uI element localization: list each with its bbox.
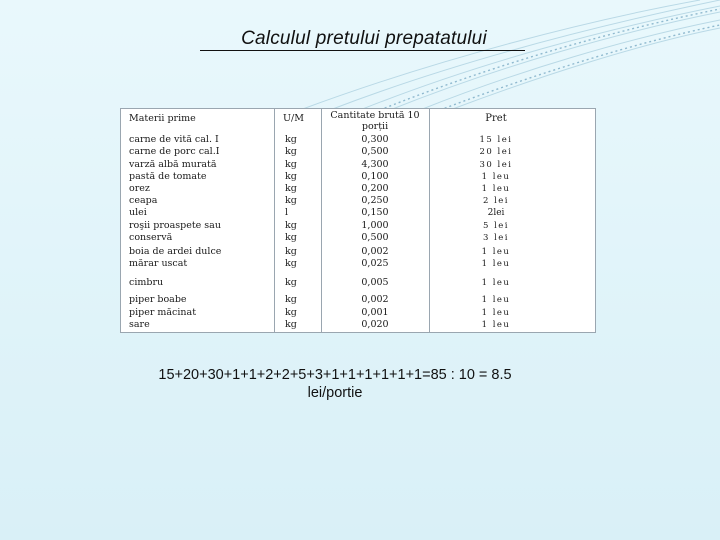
table-row-quantity: 1,000	[361, 220, 389, 231]
table-row-quantity: 0,250	[361, 195, 389, 206]
formula-line-1: 15+20+30+1+1+2+2+5+3+1+1+1+1+1+1=85 : 10 = 8.5	[158, 367, 512, 383]
table-row-quantity: 0,020	[361, 319, 389, 330]
header-price: Pret	[485, 113, 507, 124]
price-table	[120, 108, 596, 333]
table-row-price: 3 lei	[482, 233, 510, 243]
table-row-price: 1 leu	[481, 247, 511, 257]
table-row-name: carne de porc cal.I	[129, 146, 220, 157]
table-row-unit: kg	[285, 146, 297, 157]
table-row-quantity: 0,002	[361, 246, 389, 257]
table-row-quantity: 0,500	[361, 232, 389, 243]
table-row-unit: kg	[285, 220, 297, 231]
table-row-quantity: 0,300	[361, 134, 389, 145]
table-row-price: 5 lei	[482, 221, 510, 231]
table-row-name: piper boabe	[129, 294, 187, 305]
table-row-price: 1 leu	[481, 308, 511, 318]
table-row-name: ceapa	[129, 195, 158, 206]
table-row-quantity: 0,025	[361, 258, 389, 269]
table-row-name: cimbru	[129, 277, 164, 288]
table-row-name: carne de vită cal. I	[129, 134, 219, 145]
table-row-price: 1 leu	[481, 259, 511, 269]
table-row-price: 1 leu	[481, 172, 511, 182]
header-quantity: Cantitate brută 10 porții	[330, 110, 420, 132]
table-row-name: orez	[129, 183, 150, 194]
table-row-quantity: 0,002	[361, 294, 389, 305]
table-row-price: 2lei	[487, 208, 505, 218]
column-divider	[274, 109, 275, 332]
header-materials: Materii prime	[129, 113, 196, 124]
table-row-quantity: 4,300	[361, 159, 389, 170]
table-row-name: boia de ardei dulce	[129, 246, 222, 257]
table-row-unit: kg	[285, 171, 297, 182]
table-row-quantity: 0,200	[361, 183, 389, 194]
table-row-unit: kg	[285, 307, 297, 318]
formula-line-2: lei/portie	[307, 385, 363, 401]
header-unit: U/M	[283, 113, 304, 124]
table-row-name: varză albă murată	[129, 159, 217, 170]
table-row-unit: kg	[285, 159, 297, 170]
price-formula	[110, 366, 560, 402]
page-title: Calculul pretului prepatatului	[241, 28, 487, 49]
table-row-unit: kg	[285, 277, 297, 288]
column-divider	[321, 109, 322, 332]
table-row-price: 1 leu	[481, 184, 511, 194]
table-row-unit: kg	[285, 183, 297, 194]
table-row-name: piper măcinat	[129, 307, 197, 318]
table-row-price: 2 lei	[482, 196, 510, 206]
table-row-price: 20 lei	[479, 147, 513, 157]
table-row-quantity: 0,500	[361, 146, 389, 157]
table-row-unit: kg	[285, 232, 297, 243]
table-row-unit: kg	[285, 258, 297, 269]
table-row-unit: kg	[285, 294, 297, 305]
table-row-quantity: 0,005	[361, 277, 389, 288]
column-divider	[429, 109, 430, 332]
table-row-price: 30 lei	[479, 160, 513, 170]
table-row-price: 1 leu	[481, 278, 511, 288]
title-underline	[200, 50, 525, 51]
table-row-price: 1 leu	[481, 295, 511, 305]
table-row-name: ulei	[129, 207, 147, 218]
table-row-name: sare	[129, 319, 150, 330]
table-row-price: 1 leu	[481, 320, 511, 330]
table-row-quantity: 0,001	[361, 307, 389, 318]
table-row-unit: l	[285, 207, 289, 218]
table-row-name: mărar uscat	[129, 258, 188, 269]
table-row-name: pastă de tomate	[129, 171, 207, 182]
table-row-unit: kg	[285, 134, 297, 145]
table-row-price: 15 lei	[479, 135, 513, 145]
decorative-swoosh-lines	[0, 0, 720, 110]
table-row-quantity: 0,100	[361, 171, 389, 182]
table-row-unit: kg	[285, 195, 297, 206]
table-row-name: roşii proaspete sau	[129, 220, 221, 231]
table-row-quantity: 0,150	[361, 207, 389, 218]
table-row-name: conservă	[129, 232, 173, 243]
table-row-unit: kg	[285, 246, 297, 257]
table-row-unit: kg	[285, 319, 297, 330]
